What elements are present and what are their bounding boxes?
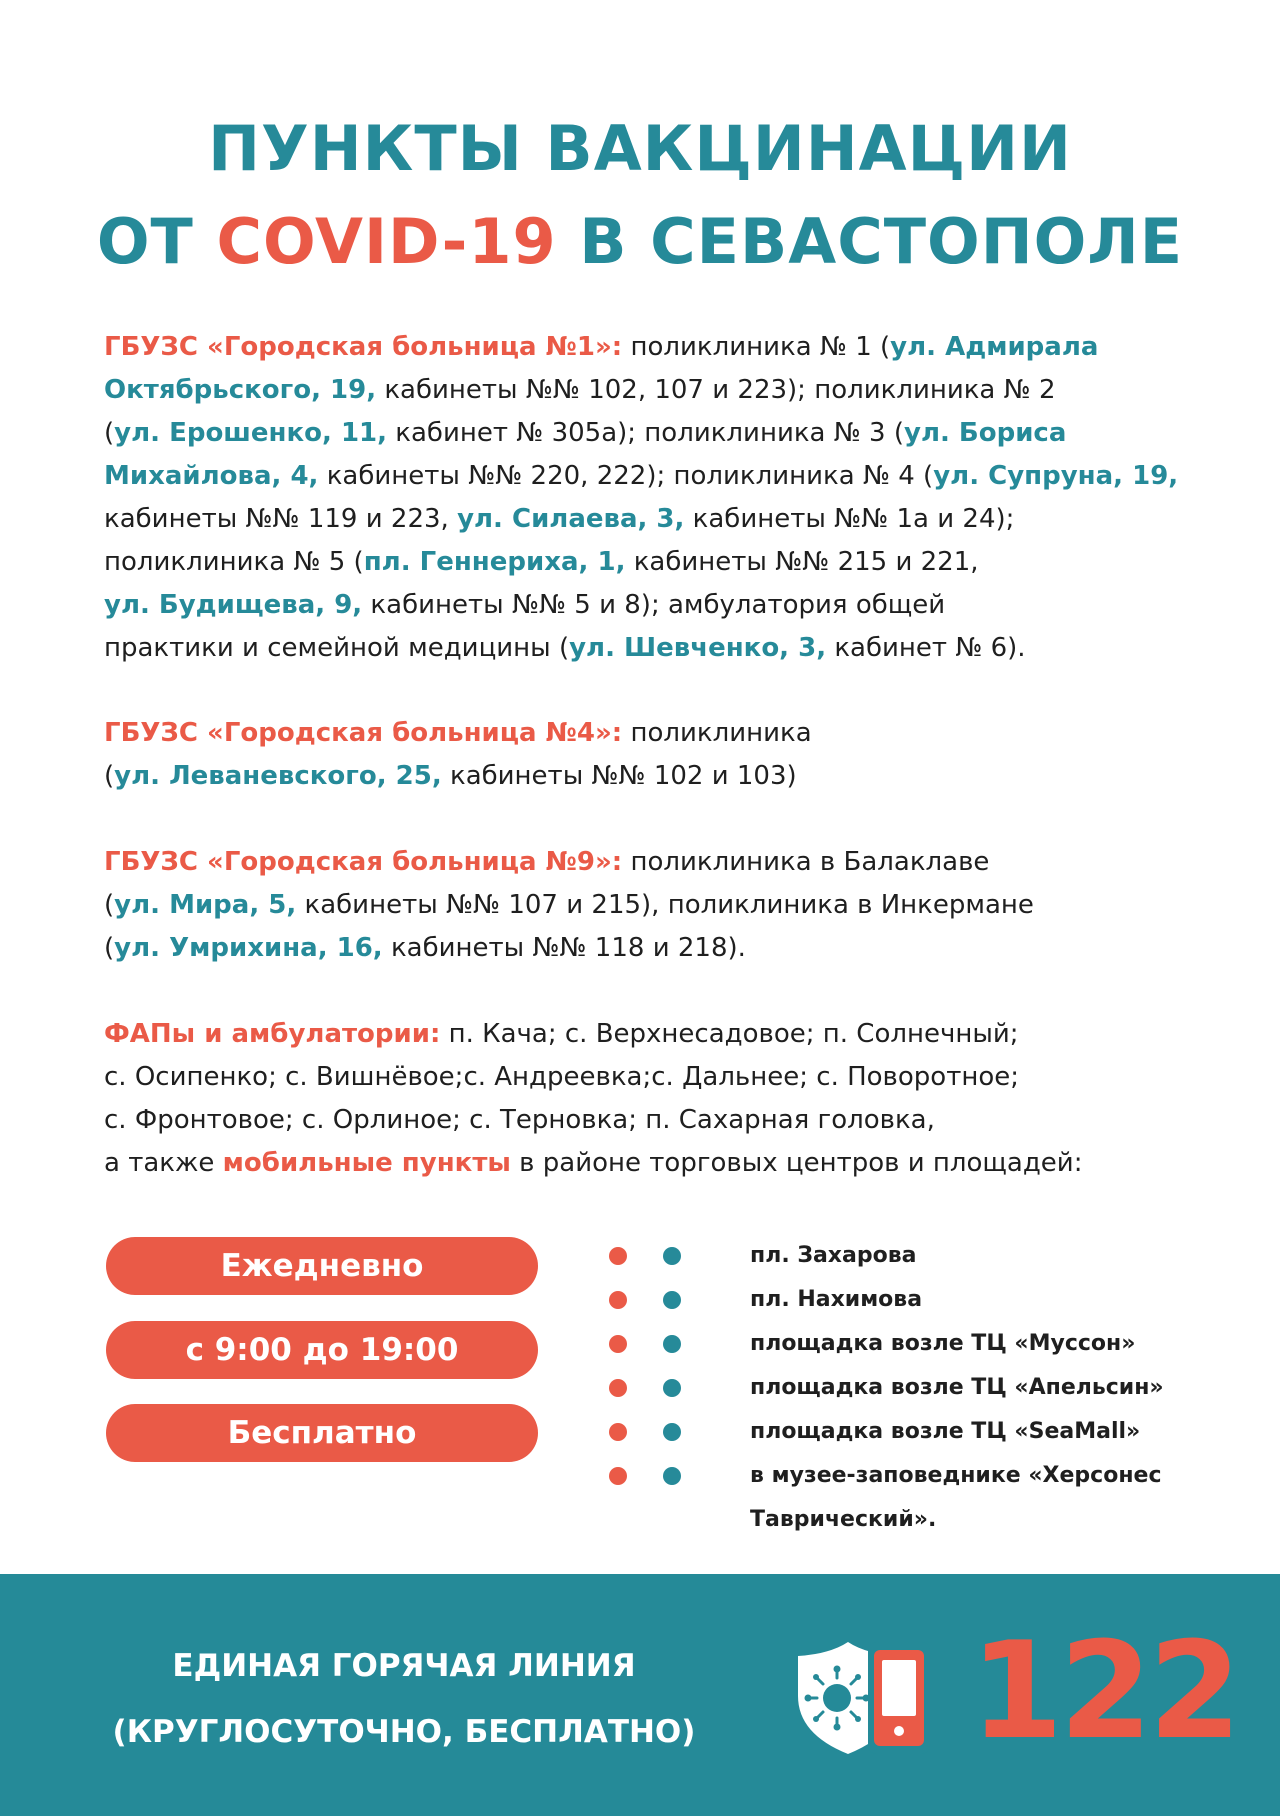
fap-heading: ФАПы и амбулатории: — [104, 1019, 441, 1049]
address: ул. Умрихина, 16, — [114, 933, 383, 963]
address: ул. Ерошенко, 11, — [114, 418, 388, 448]
address: ул. Бориса — [904, 418, 1067, 448]
address: Михайлова, 4, — [104, 461, 319, 491]
text: ( — [104, 418, 115, 448]
text: практики и семейной медицины ( — [104, 633, 570, 663]
title-part: В СЕВАСТОПОЛЕ — [556, 205, 1184, 278]
hospital-9-paragraph — [104, 841, 1184, 970]
page-title-line2 — [0, 205, 1280, 278]
fap-paragraph — [104, 1013, 1184, 1185]
text: кабинеты №№ 5 и 8); амбулатория общей — [362, 590, 946, 620]
hospital-name: ГБУЗС «Городская больница №9»: — [104, 847, 623, 877]
teal-bullet-dot — [663, 1247, 681, 1265]
text: ( — [104, 933, 115, 963]
text: кабинеты №№ 102 и 103) — [441, 761, 797, 791]
address: ул. Шевченко, 3, — [569, 633, 827, 663]
title-covid: COVID-19 — [216, 205, 557, 278]
teal-bullet-dot — [663, 1379, 681, 1397]
text: кабинеты №№ 118 и 218). — [382, 933, 746, 963]
text: поликлиника № 1 ( — [622, 332, 891, 362]
place-item: площадка возле ТЦ «Апельсин» — [750, 1375, 1164, 1400]
text: в районе торговых центров и площадей: — [510, 1148, 1083, 1178]
red-bullet-dot — [609, 1467, 627, 1485]
text: кабинеты №№ 107 и 215), поликлиника в Инкермане — [296, 890, 1034, 920]
place-item: площадка возле ТЦ «Муссон» — [750, 1331, 1136, 1356]
teal-bullet-dot — [663, 1335, 681, 1353]
hotline-number: 122 — [970, 1613, 1238, 1769]
place-item: площадка возле ТЦ «SeaMall» — [750, 1419, 1141, 1444]
hotline-title: ЕДИНАЯ ГОРЯЧАЯ ЛИНИЯ — [172, 1648, 636, 1684]
red-bullet-dot — [609, 1247, 627, 1265]
text: ( — [104, 890, 115, 920]
text: кабинет № 305а); поликлиника № 3 ( — [387, 418, 904, 448]
hotline-footer — [0, 1574, 1280, 1816]
red-bullet-dot — [609, 1423, 627, 1441]
text: поликлиника — [622, 718, 812, 748]
text: кабинеты №№ 119 и 223, — [104, 504, 458, 534]
red-bullet-dot — [609, 1291, 627, 1309]
hospital-name: ГБУЗС «Городская больница №4»: — [104, 718, 623, 748]
page-title-line1: ПУНКТЫ ВАКЦИНАЦИИ — [208, 112, 1072, 185]
place-item: пл. Захарова — [750, 1243, 917, 1268]
hospital-4-paragraph — [104, 712, 1184, 798]
text: а также — [104, 1148, 223, 1178]
address: Октябрьского, 19, — [104, 375, 377, 405]
teal-bullet-dot — [663, 1423, 681, 1441]
address: ул. Силаева, 3, — [457, 504, 685, 534]
teal-bullet-dot — [663, 1467, 681, 1485]
place-item: пл. Нахимова — [750, 1287, 923, 1312]
text: с. Фронтовое; с. Орлиное; с. Терновка; п. Сахарная головка, — [104, 1105, 935, 1135]
place-item: Таврический». — [750, 1507, 937, 1532]
place-item: в музее-заповеднике «Херсонес — [750, 1463, 1162, 1488]
red-bullet-dot — [609, 1335, 627, 1353]
teal-bullet-dot — [663, 1291, 681, 1309]
text: п. Кача; с. Верхнесадовое; п. Солнечный; — [440, 1019, 1019, 1049]
address: пл. Геннериха, 1, — [363, 547, 626, 577]
text: поликлиника № 5 ( — [104, 547, 364, 577]
hospital-name: ГБУЗС «Городская больница №1»: — [104, 332, 623, 362]
text: кабинеты №№ 1а и 24); — [684, 504, 1015, 534]
text: кабинеты №№ 220, 222); поликлиника № 4 ( — [318, 461, 934, 491]
address: ул. Супруна, 19, — [933, 461, 1179, 491]
text: с. Осипенко; с. Вишнёвое;с. Андреевка;с. Дальнее; с. Поворотное; — [104, 1062, 1020, 1092]
hotline-subtitle: (КРУГЛОСУТОЧНО, БЕСПЛАТНО) — [112, 1714, 696, 1750]
text: поликлиника в Балаклаве — [622, 847, 990, 877]
text: ( — [104, 761, 115, 791]
mobile-points-highlight: мобильные пункты — [222, 1148, 511, 1178]
daily-pill: Ежедневно — [106, 1237, 538, 1295]
address: ул. Мира, 5, — [114, 890, 297, 920]
address: ул. Адмирала — [890, 332, 1099, 362]
free-pill: Бесплатно — [106, 1404, 538, 1462]
text: кабинет № 6). — [826, 633, 1026, 663]
address: ул. Леваневского, 25, — [114, 761, 442, 791]
title-part: ОТ — [96, 205, 217, 278]
address: ул. Будищева, 9, — [104, 590, 363, 620]
red-bullet-dot — [609, 1379, 627, 1397]
shield-virus-phone-icon — [790, 1640, 940, 1756]
hours-pill: с 9:00 до 19:00 — [106, 1321, 538, 1379]
text: кабинеты №№ 215 и 221, — [625, 547, 979, 577]
text: кабинеты №№ 102, 107 и 223); поликлиника № 2 — [376, 375, 1056, 405]
hospital-1-paragraph — [104, 326, 1184, 670]
